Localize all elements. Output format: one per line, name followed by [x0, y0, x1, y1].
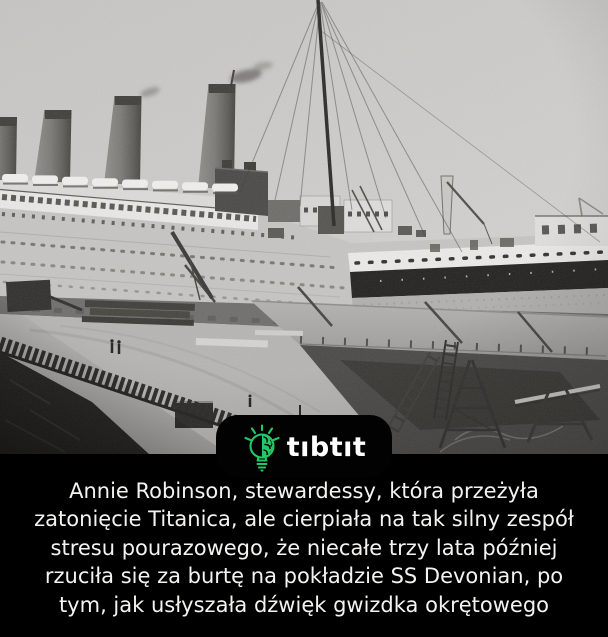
caption-line: Annie Robinson, stewardessy, która przeżyła	[69, 479, 539, 503]
brand-badge	[216, 415, 392, 477]
lightbulb-brain-icon	[242, 423, 282, 473]
brand-wordmark: tıbtıt	[286, 431, 367, 463]
caption-line: rzuciła się za burtę na pokładzie SS Devonian, po	[44, 564, 564, 589]
caption-line: zatonięcie Titanica, ale cierpiała na tak silny zespół	[34, 507, 574, 532]
caption	[0, 454, 608, 619]
caption-line: tym, jak usłyszała dźwięk gwizdka okrętowego	[58, 592, 550, 617]
caption-line: stresu pourazowego, że niecałe trzy lata później	[50, 535, 558, 560]
